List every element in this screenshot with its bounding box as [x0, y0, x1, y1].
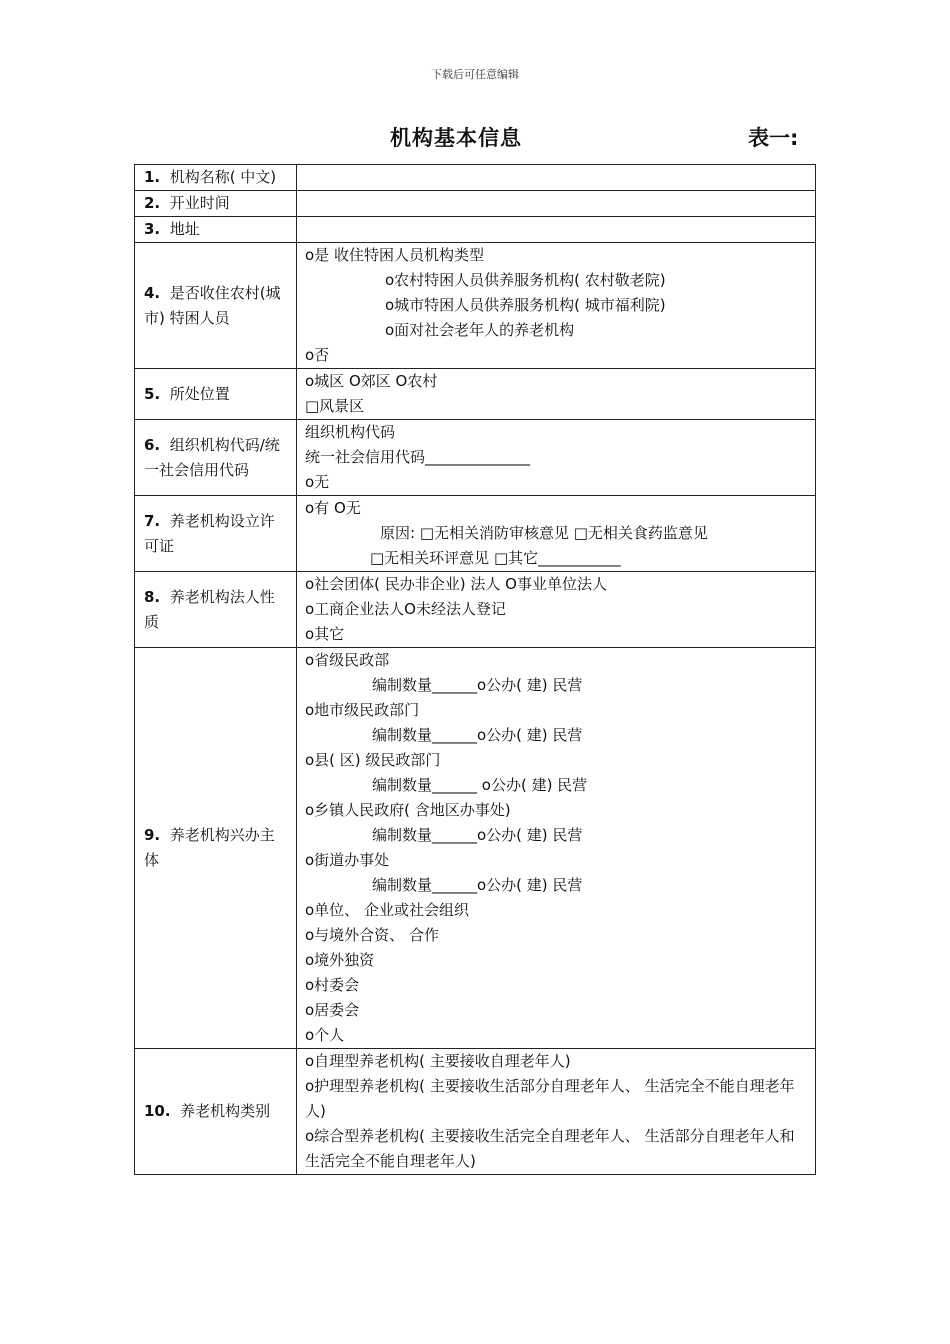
option-line[interactable]: 原因: □无相关消防审核意见 □无相关食药监意见 — [380, 524, 708, 542]
option-line[interactable]: o城区 O郊区 O农村 — [305, 372, 438, 390]
option-line[interactable]: o境外独资 — [305, 951, 375, 969]
table-row — [135, 243, 816, 369]
institution-name-field[interactable] — [297, 165, 816, 191]
option-line[interactable]: □无相关环评意见 □其它___________ — [370, 549, 621, 567]
table-row — [135, 191, 816, 217]
option-line[interactable]: o综合型养老机构( 主要接收生活完全自理老年人、 生活部分自理老年人和生活完全不能自理老年人) — [305, 1127, 795, 1170]
option-line[interactable]: o居委会 — [305, 1001, 360, 1019]
option-line[interactable]: o有 O无 — [305, 499, 361, 517]
table-row — [135, 165, 816, 191]
row-label: 8. 养老机构法人性质 — [135, 572, 297, 648]
special-poverty-options[interactable] — [297, 243, 816, 369]
row-label: 7. 养老机构设立许可证 — [135, 496, 297, 572]
table-row — [135, 217, 816, 243]
row-label: 2. 开业时间 — [135, 191, 297, 217]
table-row — [135, 369, 816, 420]
credit-code-field[interactable]: 统一社会信用代码______________ — [305, 448, 531, 466]
table-row — [135, 648, 816, 1049]
location-options[interactable] — [297, 369, 816, 420]
option-line[interactable]: o地市级民政部门 — [305, 701, 420, 719]
row-label: 9. 养老机构兴办主体 — [135, 648, 297, 1049]
row-label: 5. 所处位置 — [135, 369, 297, 420]
opening-date-field[interactable] — [297, 191, 816, 217]
option-line[interactable]: o无 — [305, 473, 330, 491]
address-field[interactable] — [297, 217, 816, 243]
option-line[interactable]: 编制数量______o公办( 建) 民营 — [372, 876, 583, 894]
page-title: 机构基本信息 — [390, 126, 522, 150]
org-code-options[interactable] — [297, 420, 816, 496]
option-line[interactable]: 编制数量______o公办( 建) 民营 — [372, 826, 583, 844]
sponsor-options[interactable] — [297, 648, 816, 1049]
option-line[interactable]: o否 — [305, 346, 330, 364]
option-line[interactable]: o省级民政部 — [305, 651, 390, 669]
header-note: 下载后可任意编辑 — [431, 68, 519, 81]
option-line[interactable]: o县( 区) 级民政部门 — [305, 751, 441, 769]
option-line[interactable]: o是 收住特困人员机构类型 — [305, 246, 484, 264]
table-row — [135, 496, 816, 572]
row-label: 6. 组织机构代码/统一社会信用代码 — [135, 420, 297, 496]
row-label: 4. 是否收住农村(城市) 特困人员 — [135, 243, 297, 369]
option-line[interactable]: 编制数量______ o公办( 建) 民营 — [372, 776, 588, 794]
row-label: 1. 机构名称( 中文) — [135, 165, 297, 191]
option-line[interactable]: 编制数量______o公办( 建) 民营 — [372, 676, 583, 694]
row-label: 3. 地址 — [135, 217, 297, 243]
table-row — [135, 1049, 816, 1175]
option-line[interactable]: o个人 — [305, 1026, 345, 1044]
option-line: 组织机构代码 — [305, 423, 396, 441]
category-options[interactable] — [297, 1049, 816, 1175]
option-line[interactable]: o城市特困人员供养服务机构( 城市福利院) — [385, 296, 666, 314]
option-line[interactable]: o面对社会老年人的养老机构 — [385, 321, 575, 339]
row-label: 10. 养老机构类别 — [135, 1049, 297, 1175]
option-line[interactable]: 编制数量______o公办( 建) 民营 — [372, 726, 583, 744]
option-line[interactable]: □风景区 — [305, 397, 365, 415]
legal-nature-options[interactable] — [297, 572, 816, 648]
table-number: 表一: — [748, 126, 799, 150]
option-line[interactable]: o工商企业法人O未经法人登记 — [305, 600, 506, 618]
option-line[interactable]: o与境外合资、 合作 — [305, 926, 439, 944]
table-row — [135, 420, 816, 496]
option-line[interactable]: o村委会 — [305, 976, 360, 994]
institution-info-table — [134, 164, 816, 1175]
option-line[interactable]: o乡镇人民政府( 含地区办事处) — [305, 801, 511, 819]
option-line[interactable]: o护理型养老机构( 主要接收生活部分自理老年人、 生活完全不能自理老年人) — [305, 1077, 795, 1120]
table-row — [135, 572, 816, 648]
option-line[interactable]: o社会团体( 民办非企业) 法人 O事业单位法人 — [305, 575, 607, 593]
option-line[interactable]: o自理型养老机构( 主要接收自理老年人) — [305, 1052, 571, 1070]
license-options[interactable] — [297, 496, 816, 572]
option-line[interactable]: o其它 — [305, 625, 345, 643]
option-line[interactable]: o单位、 企业或社会组织 — [305, 901, 469, 919]
option-line[interactable]: o街道办事处 — [305, 851, 390, 869]
option-line[interactable]: o农村特困人员供养服务机构( 农村敬老院) — [385, 271, 666, 289]
